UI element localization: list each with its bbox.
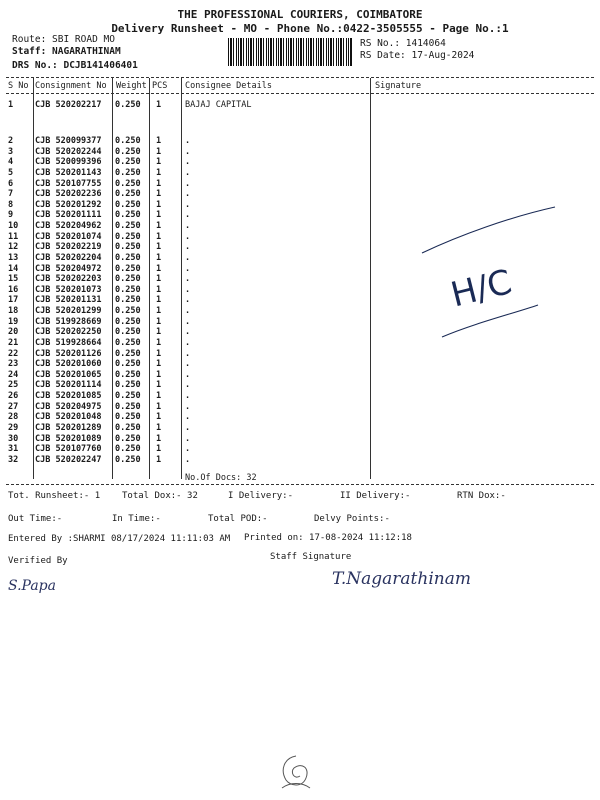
row-weight: 0.250 <box>115 136 141 146</box>
row-sno: 5 <box>8 167 14 178</box>
row-consignee: . <box>185 337 191 348</box>
row-consignee: . <box>185 348 191 359</box>
row-consignee: . <box>185 210 191 221</box>
row-consignment: CJB 520201073 <box>35 284 102 295</box>
drs-number: DRS No.: DCJB141406401 <box>12 60 138 71</box>
in-time: In Time:- <box>112 514 161 524</box>
row-sno: 13 <box>8 252 19 263</box>
row-consignee: . <box>185 401 191 412</box>
row-consignee: . <box>185 359 191 370</box>
row-pcs: 1 <box>156 146 162 157</box>
row-pcs: 1 <box>156 136 162 146</box>
row-weight: 0.250 <box>115 295 141 306</box>
table-row <box>0 412 600 423</box>
row-consignee: . <box>185 295 191 306</box>
row-sno: 25 <box>8 380 19 391</box>
row-weight: 0.250 <box>115 327 141 338</box>
row-pcs: 1 <box>156 401 162 412</box>
table-row <box>0 444 600 455</box>
row-weight: 0.250 <box>115 316 141 327</box>
row-consignment: CJB 520201289 <box>35 423 102 433</box>
row-consignee: . <box>185 380 191 391</box>
row-consignment: CJB 519928664 <box>35 337 102 348</box>
delivery-signature-mark <box>420 205 560 340</box>
row-pcs: 1 <box>156 348 162 359</box>
row-consignment: CJB 520107760 <box>35 444 102 455</box>
table-row <box>0 136 600 147</box>
table-row <box>0 179 600 190</box>
col-pcs: PCS <box>152 81 168 91</box>
row-consignment: CJB 520204972 <box>35 263 102 274</box>
row-pcs: 1 <box>156 231 162 242</box>
row-consignment: CJB 520204975 <box>35 401 102 412</box>
row-weight: 0.250 <box>115 412 141 423</box>
row-pcs: 1 <box>156 306 162 317</box>
row-consignee: . <box>185 252 191 263</box>
row-weight: 0.250 <box>115 263 141 274</box>
row-pcs: 1 <box>156 263 162 274</box>
row-weight: 0.250 <box>115 401 141 412</box>
row-consignee: . <box>185 306 191 317</box>
staff-signature-text: T.Nagarathinam <box>332 569 471 589</box>
row-pcs: 1 <box>156 252 162 263</box>
row-sno: 29 <box>8 423 19 433</box>
row-sno: 22 <box>8 348 19 359</box>
table-row <box>0 391 600 402</box>
barcode <box>228 38 352 66</box>
row-weight: 0.250 <box>115 157 141 168</box>
row-sno: 15 <box>8 274 19 285</box>
row-sno: 32 <box>8 454 19 465</box>
row-weight: 0.250 <box>115 359 141 370</box>
row-sno: 23 <box>8 359 19 370</box>
row-consignment: CJB 520107755 <box>35 178 102 189</box>
row-sno: 30 <box>8 433 19 444</box>
row-consignee: BAJAJ CAPITAL <box>185 100 252 110</box>
row-sno: 16 <box>8 284 19 295</box>
divider <box>6 93 594 94</box>
row-weight: 0.250 <box>115 433 141 444</box>
divider <box>6 77 594 78</box>
col-consignment: Consignment No <box>35 81 107 91</box>
row-consignee: . <box>185 454 191 465</box>
row-weight: 0.250 <box>115 348 141 359</box>
rs-number: RS No.: 1414064 <box>360 38 446 49</box>
row-weight: 0.250 <box>115 284 141 295</box>
row-weight: 0.250 <box>115 444 141 455</box>
row-pcs: 1 <box>156 199 162 210</box>
row-pcs: 1 <box>156 444 162 455</box>
table-header <box>0 81 600 92</box>
row-pcs: 1 <box>156 100 162 110</box>
row-weight: 0.250 <box>115 391 141 402</box>
table-row <box>0 423 600 434</box>
runsheet-subtitle: Delivery Runsheet - MO - Phone No.:0422-3505555 - Page No.:1 <box>111 22 509 35</box>
row-pcs: 1 <box>156 380 162 391</box>
document-title: THE PROFESSIONAL COURIERS, COIMBATORE <box>177 8 423 21</box>
row-consignment: CJB 520202203 <box>35 274 102 285</box>
signature-mark-text: H/C <box>447 262 516 316</box>
table-row <box>0 359 600 370</box>
verifier-signature-text: S.Papa <box>8 578 56 594</box>
row-weight: 0.250 <box>115 146 141 157</box>
row-pcs: 1 <box>156 391 162 402</box>
row-consignment: CJB 520201126 <box>35 348 102 359</box>
row-weight: 0.250 <box>115 210 141 221</box>
row-weight: 0.250 <box>115 252 141 263</box>
row-consignment: CJB 520202250 <box>35 327 102 338</box>
row-weight: 0.250 <box>115 189 141 200</box>
staff-label: Staff: NAGARATHINAM <box>12 46 121 57</box>
row-sno: 28 <box>8 412 19 423</box>
row-pcs: 1 <box>156 433 162 444</box>
row-sno: 27 <box>8 401 19 412</box>
row-weight: 0.250 <box>115 178 141 189</box>
row-consignee: . <box>185 284 191 295</box>
row-sno: 21 <box>8 337 19 348</box>
row-consignment: CJB 520201048 <box>35 412 102 423</box>
row-sno: 8 <box>8 199 14 210</box>
verifier-signature <box>6 570 96 598</box>
row-consignee: . <box>185 444 191 455</box>
row-consignment: CJB 520201089 <box>35 433 102 444</box>
table-row <box>0 100 600 111</box>
row-consignment: CJB 520202217 <box>35 100 102 110</box>
printed-on: Printed on: 17-08-2024 11:12:18 <box>244 533 412 543</box>
row-sno: 2 <box>8 136 14 146</box>
row-consignee: . <box>185 327 191 338</box>
row-pcs: 1 <box>156 412 162 423</box>
row-consignee: . <box>185 433 191 444</box>
row-consignee: . <box>185 263 191 274</box>
row-sno: 11 <box>8 231 19 242</box>
row-pcs: 1 <box>156 454 162 465</box>
row-consignee: . <box>185 157 191 168</box>
row-sno: 1 <box>8 100 14 110</box>
row-pcs: 1 <box>156 316 162 327</box>
row-consignee: . <box>185 178 191 189</box>
row-pcs: 1 <box>156 157 162 168</box>
table-row <box>0 434 600 445</box>
row-consignment: CJB 520201114 <box>35 380 102 391</box>
i-delivery: I Delivery:- <box>228 491 294 501</box>
row-pcs: 1 <box>156 178 162 189</box>
row-consignment: CJB 520202244 <box>35 146 102 157</box>
row-weight: 0.250 <box>115 100 141 110</box>
row-weight: 0.250 <box>115 242 141 253</box>
row-consignee: . <box>185 316 191 327</box>
row-pcs: 1 <box>156 337 162 348</box>
table-row <box>0 370 600 381</box>
row-weight: 0.250 <box>115 369 141 380</box>
row-sno: 17 <box>8 295 19 306</box>
row-consignment: CJB 519928669 <box>35 316 102 327</box>
table-row <box>0 147 600 158</box>
out-time: Out Time:- <box>8 514 63 524</box>
row-consignment: CJB 520201143 <box>35 167 102 178</box>
row-weight: 0.250 <box>115 423 141 433</box>
row-pcs: 1 <box>156 295 162 306</box>
col-consignee: Consignee Details <box>185 81 272 91</box>
table-row <box>0 349 600 360</box>
row-consignment: CJB 520201131 <box>35 295 102 306</box>
rs-date: RS Date: 17-Aug-2024 <box>360 50 475 61</box>
row-consignee: . <box>185 231 191 242</box>
delvy-points: Delvy Points:- <box>314 514 390 524</box>
row-pcs: 1 <box>156 359 162 370</box>
no-of-docs: No.Of Docs: 32 <box>185 473 257 483</box>
row-consignee: . <box>185 189 191 200</box>
staff-signature <box>330 562 500 594</box>
total-pod: Total POD:- <box>208 514 268 524</box>
row-sno: 7 <box>8 189 14 200</box>
row-sno: 19 <box>8 316 19 327</box>
row-sno: 20 <box>8 327 19 338</box>
rtn-dox: RTN Dox:- <box>457 491 506 501</box>
divider <box>6 484 594 485</box>
row-consignment: CJB 520201065 <box>35 369 102 380</box>
row-consignee: . <box>185 242 191 253</box>
row-sno: 24 <box>8 369 19 380</box>
row-consignee: . <box>185 423 191 433</box>
ii-delivery: II Delivery:- <box>340 491 411 501</box>
row-consignment: CJB 520201299 <box>35 306 102 317</box>
stamp-scribble <box>276 752 316 792</box>
row-consignment: CJB 520201292 <box>35 199 102 210</box>
row-weight: 0.250 <box>115 454 141 465</box>
row-consignment: CJB 520099377 <box>35 136 102 146</box>
row-consignee: . <box>185 221 191 232</box>
row-consignment: CJB 520099396 <box>35 157 102 168</box>
table-row <box>0 157 600 168</box>
row-weight: 0.250 <box>115 199 141 210</box>
row-consignee: . <box>185 146 191 157</box>
total-dox: Total Dox:- 32 <box>122 491 198 501</box>
row-pcs: 1 <box>156 423 162 433</box>
tot-runsheet: Tot. Runsheet:- 1 <box>8 491 101 501</box>
table-row <box>0 168 600 179</box>
row-weight: 0.250 <box>115 337 141 348</box>
row-consignment: CJB 520201074 <box>35 231 102 242</box>
staff-signature-label: Staff Signature <box>270 552 352 562</box>
row-pcs: 1 <box>156 242 162 253</box>
table-row <box>0 455 600 466</box>
row-sno: 6 <box>8 178 14 189</box>
entered-by: Entered By :SHARMI 08/17/2024 11:11:03 AM <box>8 534 231 544</box>
row-sno: 14 <box>8 263 19 274</box>
row-consignee: . <box>185 274 191 285</box>
row-sno: 26 <box>8 391 19 402</box>
row-consignment: CJB 520202204 <box>35 252 102 263</box>
row-sno: 31 <box>8 444 19 455</box>
row-weight: 0.250 <box>115 380 141 391</box>
row-consignment: CJB 520202236 <box>35 189 102 200</box>
row-sno: 4 <box>8 157 14 168</box>
row-consignee: . <box>185 369 191 380</box>
row-weight: 0.250 <box>115 167 141 178</box>
col-signature: Signature <box>375 81 422 91</box>
row-pcs: 1 <box>156 189 162 200</box>
table-row <box>0 402 600 413</box>
row-sno: 10 <box>8 221 19 232</box>
row-consignee: . <box>185 412 191 423</box>
row-weight: 0.250 <box>115 274 141 285</box>
row-consignee: . <box>185 167 191 178</box>
row-consignment: CJB 520201060 <box>35 359 102 370</box>
row-sno: 12 <box>8 242 19 253</box>
row-pcs: 1 <box>156 210 162 221</box>
row-weight: 0.250 <box>115 221 141 232</box>
route-label: Route: SBI ROAD MO <box>12 34 115 45</box>
row-sno: 18 <box>8 306 19 317</box>
row-consignment: CJB 520204962 <box>35 221 102 232</box>
row-weight: 0.250 <box>115 231 141 242</box>
col-sno: S No <box>8 81 29 91</box>
row-consignee: . <box>185 199 191 210</box>
row-pcs: 1 <box>156 284 162 295</box>
row-pcs: 1 <box>156 167 162 178</box>
row-sno: 3 <box>8 146 14 157</box>
row-consignment: CJB 520201111 <box>35 210 102 221</box>
row-pcs: 1 <box>156 369 162 380</box>
row-consignment: CJB 520201085 <box>35 391 102 402</box>
col-weight: Weight <box>116 81 147 91</box>
row-consignment: CJB 520202219 <box>35 242 102 253</box>
row-consignee: . <box>185 391 191 402</box>
row-pcs: 1 <box>156 274 162 285</box>
row-pcs: 1 <box>156 327 162 338</box>
row-weight: 0.250 <box>115 306 141 317</box>
row-consignee: . <box>185 136 191 146</box>
table-row <box>0 380 600 391</box>
row-sno: 9 <box>8 210 14 221</box>
table-row <box>0 189 600 200</box>
row-consignment: CJB 520202247 <box>35 454 102 465</box>
row-pcs: 1 <box>156 221 162 232</box>
verified-by: Verified By <box>8 556 68 566</box>
